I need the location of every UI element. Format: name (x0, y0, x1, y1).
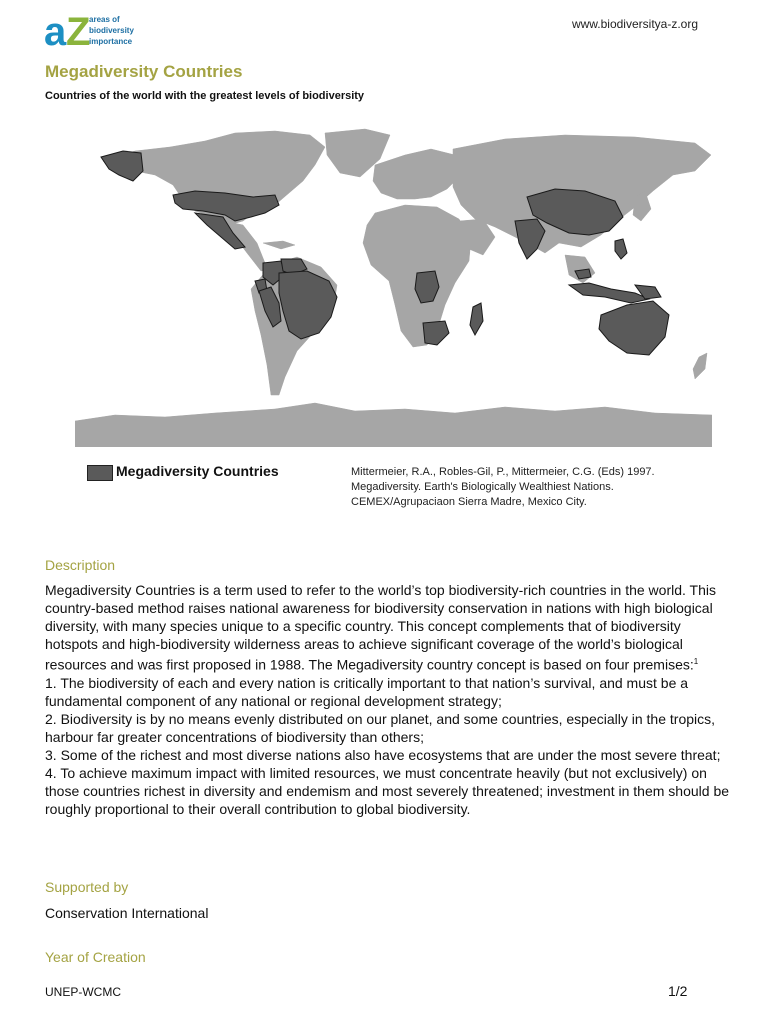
premise-item: 2. Biodiversity is by no means evenly distributed on our planet, and some countries, especially in the tropics, harbour far greater concentrations of biodiversity than others; (45, 710, 716, 745)
logo (44, 12, 154, 52)
country-india (515, 219, 545, 259)
map-citation (351, 465, 655, 510)
land-caribbean (263, 241, 295, 249)
footnote-mark: 1 (693, 657, 699, 666)
country-philippines (615, 239, 627, 259)
citation-line: CEMEX/Agrupaciaon Sierra Madre, Mexico City. (351, 496, 587, 508)
premise-item: 3. Some of the richest and most diverse nations also have ecosystems that are under the most severe threat; (45, 746, 721, 763)
page-number: 1/2 (668, 983, 688, 999)
year-of-creation-heading: Year of Creation (45, 949, 146, 965)
land-antarctica (75, 403, 712, 447)
description-text: Megadiversity Countries is a term used to refer to the world’s top biodiversity-rich countries in the world. This country-based method raises national awareness for biodiversity conservation in nations with high biological diversity, with many species unique to a specific country. This concept complements that of biodiversity hotspots and high-biodiversity wilderness areas to achieve significant coverage of the world’s biological resources and was first proposed in 1988. The Megadiversity country concept is based on four premises: (45, 582, 716, 673)
country-australia (599, 301, 669, 355)
logo-text (89, 14, 134, 47)
description-paragraph (45, 581, 735, 674)
country-madagascar (470, 303, 483, 335)
logo-line: biodiversity (89, 26, 134, 35)
legend-label: Megadiversity Countries (116, 463, 279, 479)
footer-organization: UNEP-WCMC (45, 985, 121, 999)
legend-swatch (87, 465, 113, 481)
country-south-africa (423, 321, 449, 345)
supported-by-value: Conservation International (45, 905, 209, 921)
citation-line: Megadiversity. Earth's Biologically Wealthiest Nations. (351, 481, 614, 493)
page-subtitle: Countries of the world with the greatest levels of biodiversity (45, 90, 365, 102)
description-body (45, 581, 735, 818)
logo-letter-a: a (44, 10, 67, 54)
world-map (75, 125, 712, 447)
logo-letter-z: Z (66, 10, 91, 54)
supported-by-heading: Supported by (45, 879, 129, 895)
site-url[interactable]: www.biodiversitya-z.org (571, 17, 698, 31)
description-heading: Description (45, 557, 116, 573)
premise-item: 1. The biodiversity of each and every nation is critically important to that nation’s survival, and must be a fundamental component of any national or regional development strategy; (45, 674, 689, 709)
logo-line: areas of (89, 15, 120, 24)
logo-line: importance (89, 37, 133, 46)
land-masses (75, 129, 712, 447)
citation-line: Mittermeier, R.A., Robles-Gil, P., Mittermeier, C.G. (Eds) 1997. (351, 466, 655, 478)
land-new-zealand (693, 353, 707, 379)
premise-item: 4. To achieve maximum impact with limited resources, we must concentrate heavily (but not exclusively) on those countries richest in diversity and endemism and most severely threatened; investment in them should be roughly proportional to their overall contribution to global biodiversity. (45, 764, 730, 817)
page-title: Megadiversity Countries (45, 62, 243, 81)
country-alaska (101, 151, 143, 181)
